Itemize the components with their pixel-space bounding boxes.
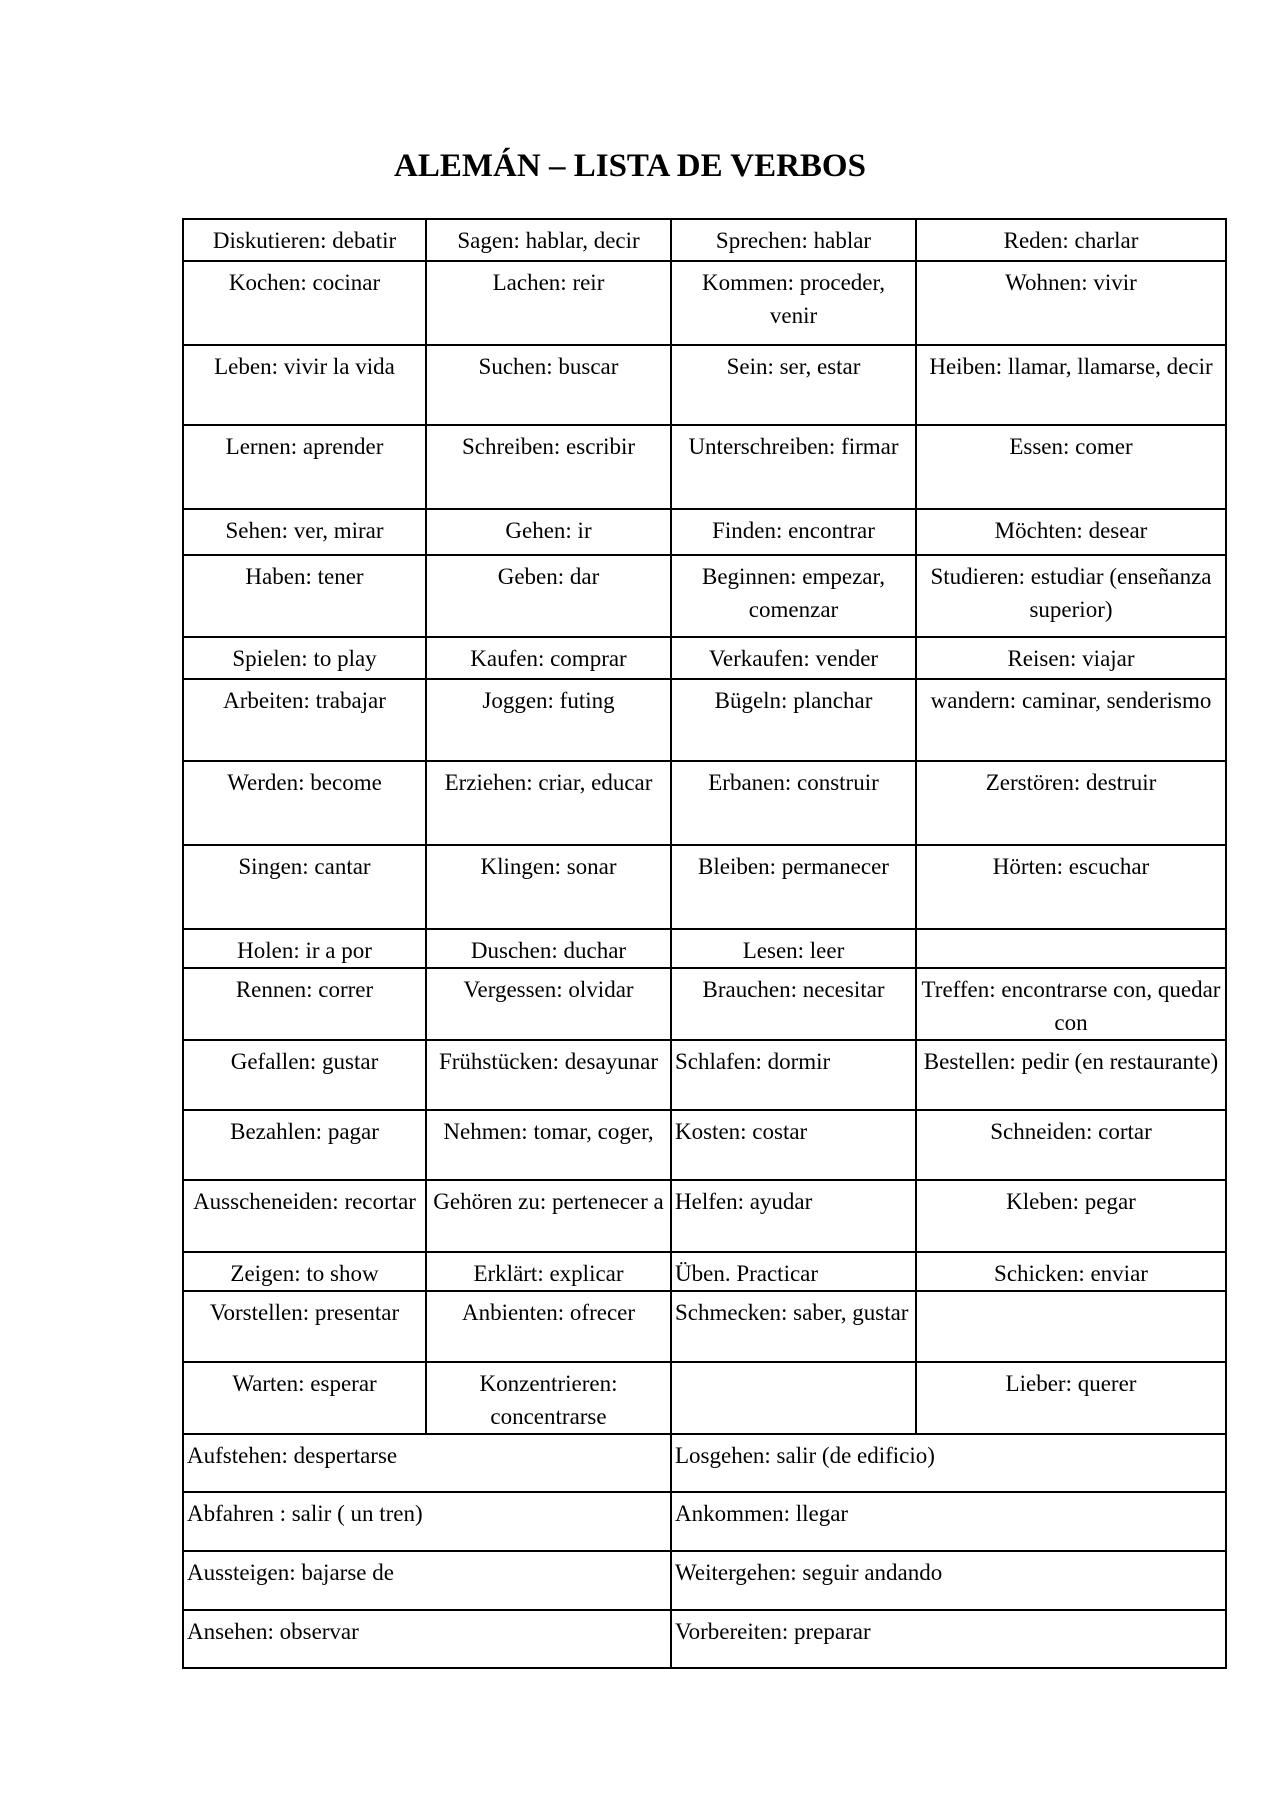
table-row [183, 1252, 1226, 1291]
table-row [183, 761, 1226, 845]
verb-cell: Kleben: pegar [916, 1180, 1226, 1252]
verb-cell: Wohnen: vivir [916, 261, 1226, 345]
verb-cell: Üben. Practicar [671, 1252, 916, 1291]
page-title: ALEMÁN – LISTA DE VERBOS [394, 148, 866, 184]
verb-cell: Bleiben: permanecer [671, 845, 916, 929]
verb-cell: Gehen: ir [426, 509, 671, 555]
verb-cell: Vorstellen: presentar [183, 1291, 426, 1362]
verb-cell: Duschen: duchar [426, 929, 671, 968]
verb-cell: Singen: cantar [183, 845, 426, 929]
verb-cell: Konzentrieren: concentrarse [426, 1362, 671, 1434]
verb-cell: Joggen: futing [426, 679, 671, 761]
table-row [183, 845, 1226, 929]
verb-cell: Schreiben: escribir [426, 425, 671, 509]
table-row [183, 1040, 1226, 1110]
verb-cell: Möchten: desear [916, 509, 1226, 555]
verb-cell: Finden: encontrar [671, 509, 916, 555]
verb-cell: Hörten: escuchar [916, 845, 1226, 929]
verb-cell: Sehen: ver, mirar [183, 509, 426, 555]
table-row [183, 1434, 1226, 1492]
verb-cell: Bestellen: pedir (en restaurante) [916, 1040, 1226, 1110]
verb-cell: Sprechen: hablar [671, 219, 916, 261]
verb-cell: Abfahren : salir ( un tren) [183, 1492, 671, 1551]
verb-cell [916, 1291, 1226, 1362]
verb-cell: Anbienten: ofrecer [426, 1291, 671, 1362]
verb-cell: Treffen: encontrarse con, quedar con [916, 968, 1226, 1040]
table-row [183, 1492, 1226, 1551]
table-row [183, 219, 1226, 261]
verb-cell: Gehören zu: pertenecer a [426, 1180, 671, 1252]
verb-cell: Reisen: viajar [916, 637, 1226, 679]
verb-cell: Leben: vivir la vida [183, 345, 426, 425]
verb-cell: Suchen: buscar [426, 345, 671, 425]
verb-cell: Holen: ir a por [183, 929, 426, 968]
table-row [183, 555, 1226, 637]
verb-cell: Rennen: correr [183, 968, 426, 1040]
verb-cell: Unterschreiben: firmar [671, 425, 916, 509]
verb-cell: Essen: comer [916, 425, 1226, 509]
verb-cell: Brauchen: necesitar [671, 968, 916, 1040]
verb-cell: Schlafen: dormir [671, 1040, 916, 1110]
table-row [183, 1551, 1226, 1610]
verb-cell: Zerstören: destruir [916, 761, 1226, 845]
verb-cell: Diskutieren: debatir [183, 219, 426, 261]
verb-cell: Haben: tener [183, 555, 426, 637]
verb-cell: Reden: charlar [916, 219, 1226, 261]
verb-table [182, 218, 1227, 1669]
verb-cell: Aufstehen: despertarse [183, 1434, 671, 1492]
verb-cell: Gefallen: gustar [183, 1040, 426, 1110]
table-row [183, 1291, 1226, 1362]
verb-cell: Werden: become [183, 761, 426, 845]
table-row [183, 1180, 1226, 1252]
verb-cell: Geben: dar [426, 555, 671, 637]
verb-cell: Bügeln: planchar [671, 679, 916, 761]
table-row [183, 679, 1226, 761]
verb-cell: Lesen: leer [671, 929, 916, 968]
verb-cell: Zeigen: to show [183, 1252, 426, 1291]
verb-cell: Ankommen: llegar [671, 1492, 1226, 1551]
verb-cell: Vergessen: olvidar [426, 968, 671, 1040]
verb-cell: Verkaufen: vender [671, 637, 916, 679]
table-row [183, 929, 1226, 968]
verb-cell [916, 929, 1226, 968]
verb-cell: Lachen: reir [426, 261, 671, 345]
verb-cell: Beginnen: empezar, comenzar [671, 555, 916, 637]
verb-cell: Aussteigen: bajarse de [183, 1551, 671, 1610]
verb-cell: Ausscheneiden: recortar [183, 1180, 426, 1252]
verb-cell: Weitergehen: seguir andando [671, 1551, 1226, 1610]
verb-cell: Kommen: proceder, venir [671, 261, 916, 345]
table-row [183, 637, 1226, 679]
verb-cell: Schicken: enviar [916, 1252, 1226, 1291]
verb-cell: Lieber: querer [916, 1362, 1226, 1434]
table-row [183, 1110, 1226, 1180]
verb-cell: Frühstücken: desayunar [426, 1040, 671, 1110]
verb-cell: Arbeiten: trabajar [183, 679, 426, 761]
table-row [183, 345, 1226, 425]
verb-cell: Warten: esperar [183, 1362, 426, 1434]
verb-cell [671, 1362, 916, 1434]
verb-cell: Schmecken: saber, gustar [671, 1291, 916, 1362]
table-row [183, 261, 1226, 345]
verb-cell: Vorbereiten: preparar [671, 1610, 1226, 1668]
verb-cell: Heiben: llamar, llamarse, decir [916, 345, 1226, 425]
verb-cell: Erbanen: construir [671, 761, 916, 845]
verb-cell: Kochen: cocinar [183, 261, 426, 345]
table-row [183, 968, 1226, 1040]
verb-cell: Sein: ser, estar [671, 345, 916, 425]
table-row [183, 509, 1226, 555]
table-row [183, 1610, 1226, 1668]
verb-cell: Kaufen: comprar [426, 637, 671, 679]
verb-cell: Helfen: ayudar [671, 1180, 916, 1252]
verb-cell: Spielen: to play [183, 637, 426, 679]
verb-cell: wandern: caminar, senderismo [916, 679, 1226, 761]
verb-cell: Nehmen: tomar, coger, [426, 1110, 671, 1180]
verb-cell: Bezahlen: pagar [183, 1110, 426, 1180]
verb-cell: Ansehen: observar [183, 1610, 671, 1668]
verb-cell: Losgehen: salir (de edificio) [671, 1434, 1226, 1492]
verb-cell: Studieren: estudiar (enseñanza superior) [916, 555, 1226, 637]
verb-cell: Klingen: sonar [426, 845, 671, 929]
verb-cell: Kosten: costar [671, 1110, 916, 1180]
verb-cell: Sagen: hablar, decir [426, 219, 671, 261]
table-row [183, 425, 1226, 509]
verb-cell: Erklärt: explicar [426, 1252, 671, 1291]
verb-cell: Schneiden: cortar [916, 1110, 1226, 1180]
verb-cell: Lernen: aprender [183, 425, 426, 509]
verb-cell: Erziehen: criar, educar [426, 761, 671, 845]
table-row [183, 1362, 1226, 1434]
